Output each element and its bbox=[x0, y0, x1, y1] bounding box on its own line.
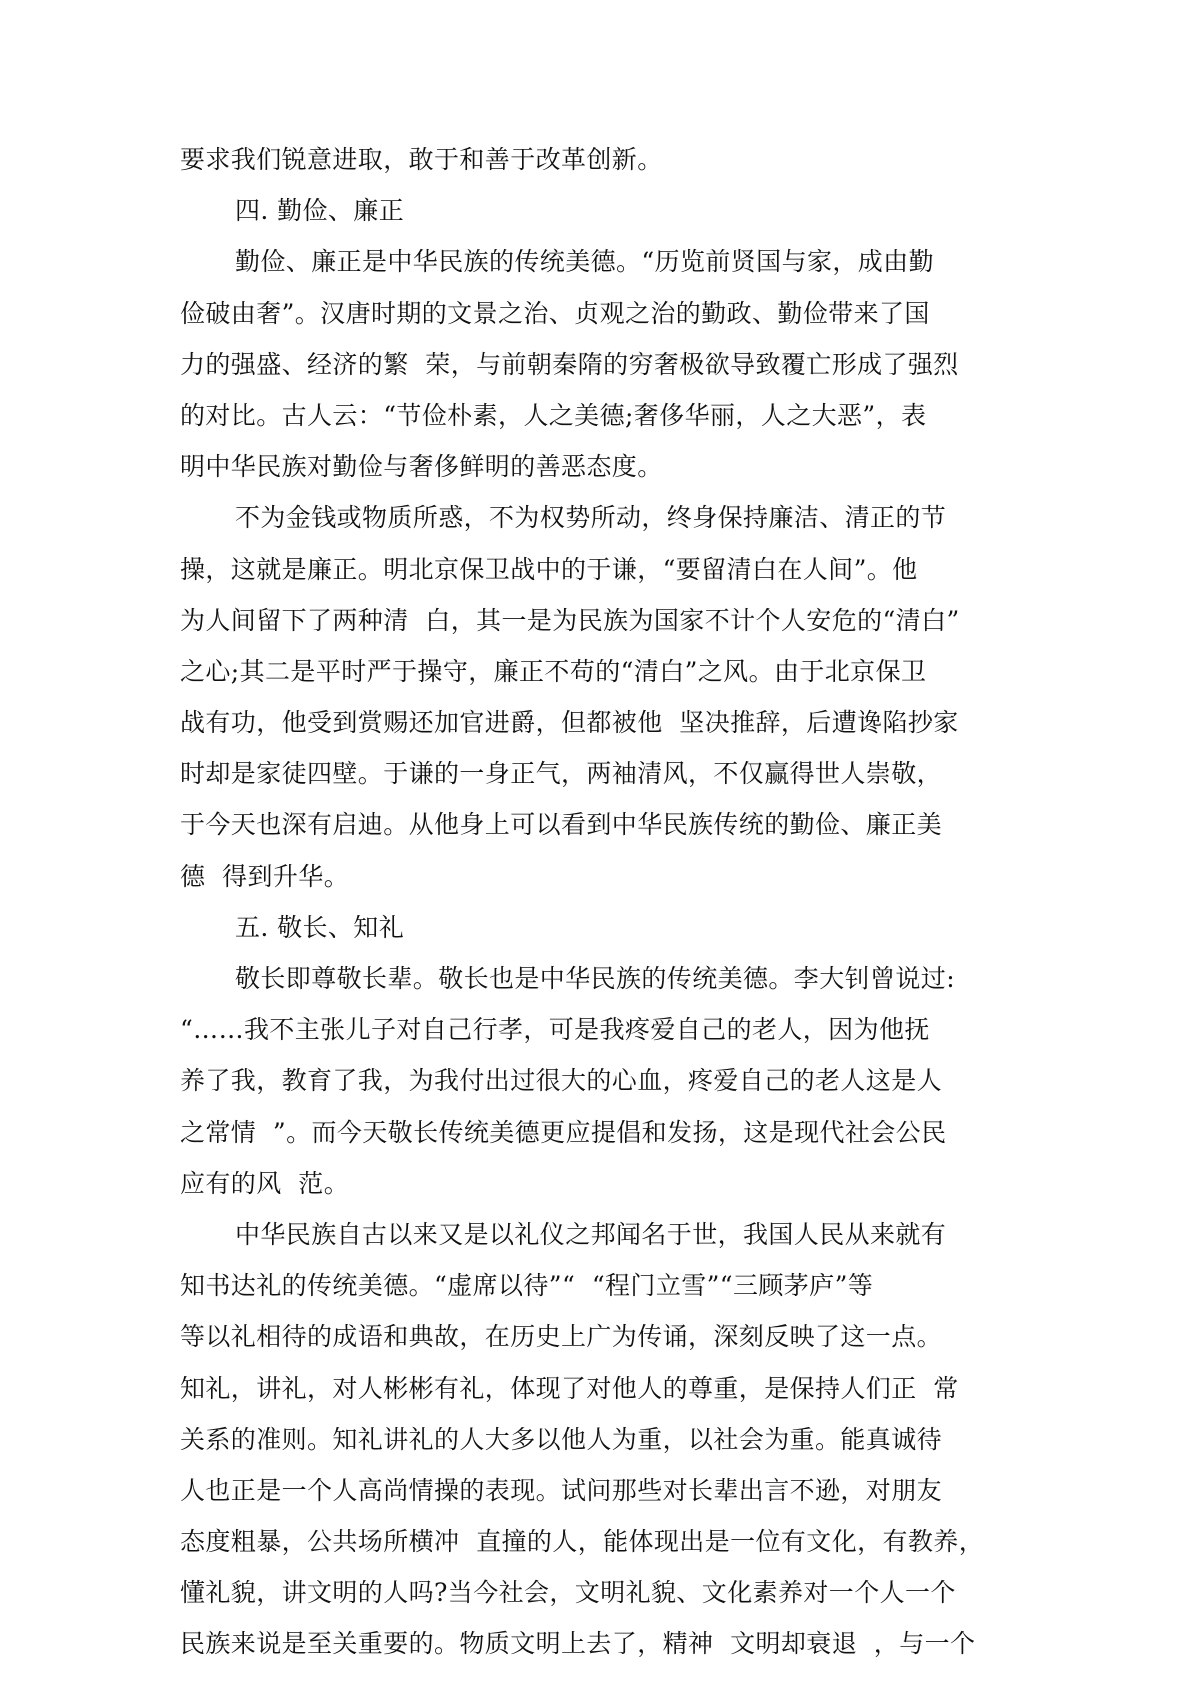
text-line: “……我不主张儿子对自己行孝，可是我疼爱自己的老人，因为他抚 bbox=[180, 1015, 930, 1045]
text-line: 人也正是一个人高尚情操的表现。试问那些对长辈出言不逊，对朋友 bbox=[180, 1475, 943, 1505]
text-line: 民族来说是至关重要的。物质文明上去了，精神 文明却衰退 ，与一个 bbox=[180, 1629, 976, 1659]
text-line: 力的强盛、经济的繁 荣，与前朝秦隋的穷奢极欲导致覆亡形成了强烈 bbox=[180, 349, 959, 379]
text-line: 于今天也深有启迪。从他身上可以看到中华民族传统的勤俭、廉正美 bbox=[180, 810, 943, 840]
paragraph-line: 敬长即尊敬长辈。敬长也是中华民族的传统美德。李大钊曾说过: bbox=[235, 964, 956, 993]
paragraph-line: 中华民族自古以来又是以礼仪之邦闻名于世，我国人民从来就有 bbox=[235, 1219, 947, 1249]
section-heading: 五. 敬长、知礼 bbox=[235, 912, 405, 942]
text-line: 明中华民族对勤俭与奢侈鲜明的善恶态度。 bbox=[180, 452, 663, 482]
paragraph-line: 不为金钱或物质所惑，不为权势所动，终身保持廉洁、清正的节 bbox=[235, 503, 947, 533]
text-line: 关系的准则。知礼讲礼的人大多以他人为重，以社会为重。能真诚待 bbox=[180, 1424, 943, 1454]
text-line: 德 得到升华。 bbox=[180, 861, 350, 891]
text-line: 俭破由奢”。汉唐时期的文景之治、贞观之治的勤政、勤俭带来了国 bbox=[180, 298, 930, 328]
text-line: 为人间留下了两种清 白，其一是为民族为国家不计个人安危的“清白” bbox=[180, 605, 960, 635]
paragraph-line: 勤俭、廉正是中华民族的传统美德。“历览前贤国与家，成由勤 bbox=[235, 247, 934, 277]
text-line: 知礼，讲礼，对人彬彬有礼，体现了对他人的尊重，是保持人们正 常 bbox=[180, 1373, 959, 1403]
text-line: 知书达礼的传统美德。“虚席以待”“ “程门立雪”“三顾茅庐”等 bbox=[180, 1271, 874, 1301]
text-line: 之常情 ”。而今天敬长传统美德更应提倡和发扬，这是现代社会公民 bbox=[180, 1117, 947, 1147]
text-line: 应有的风 范。 bbox=[180, 1168, 350, 1198]
text-line: 时却是家徒四壁。于谦的一身正气，两袖清风，不仅赢得世人崇敬， bbox=[180, 759, 943, 789]
text-line: 态度粗暴，公共场所横冲 直撞的人，能体现出是一位有文化，有教养， bbox=[180, 1527, 985, 1557]
text-line: 等以礼相待的成语和典故，在历史上广为传诵，深刻反映了这一点。 bbox=[180, 1322, 943, 1352]
text-line: 之心;其二是平时严于操守，廉正不苟的“清白”之风。由于北京保卫 bbox=[180, 656, 927, 686]
text-line: 养了我，教育了我，为我付出过很大的心血，疼爱自己的老人这是人 bbox=[180, 1066, 943, 1096]
text-line: 战有功，他受到赏赐还加官进爵，但都被他 坚决推辞，后遭谗陷抄家 bbox=[180, 708, 959, 738]
text-line: 的对比。古人云：“节俭朴素，人之美德;奢侈华丽，人之大恶”，表 bbox=[180, 400, 927, 430]
section-heading: 四. 勤俭、廉正 bbox=[235, 196, 405, 226]
text-line: 要求我们锐意进取，敢于和善于改革创新。 bbox=[180, 145, 663, 174]
text-line: 懂礼貌，讲文明的人吗?当今社会，文明礼貌、文化素养对一个人一个 bbox=[180, 1578, 956, 1608]
text-line: 操，这就是廉正。明北京保卫战中的于谦，“要留清白在人间”。他 bbox=[180, 554, 918, 584]
document-body bbox=[180, 134, 1010, 1670]
